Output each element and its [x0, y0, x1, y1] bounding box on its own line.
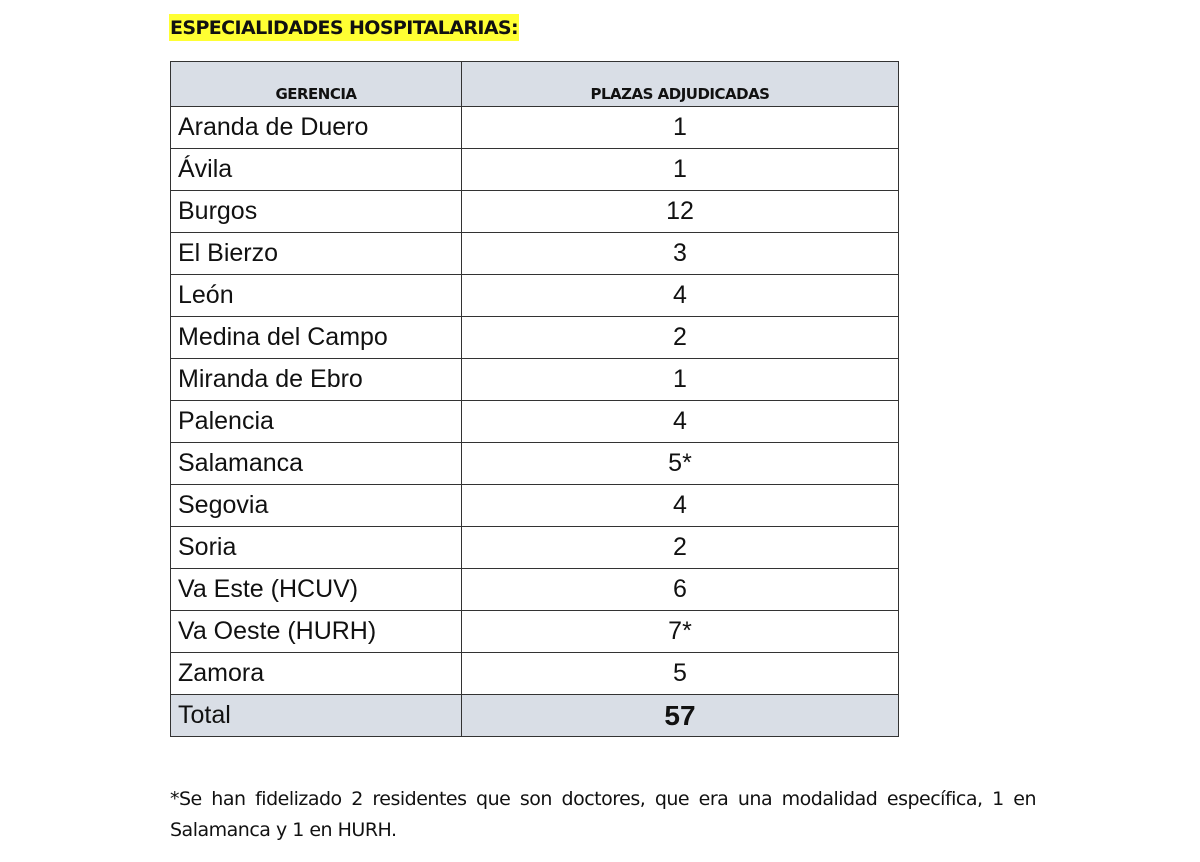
- table-row: [171, 653, 899, 695]
- gerencia-cell: Miranda de Ebro: [171, 359, 462, 401]
- plazas-cell: 6: [462, 569, 899, 611]
- table-row: [171, 107, 899, 149]
- table-header-row: [171, 62, 899, 107]
- table-row: [171, 485, 899, 527]
- table-row: [171, 569, 899, 611]
- plazas-cell: 2: [462, 317, 899, 359]
- plazas-cell: 7*: [462, 611, 899, 653]
- gerencia-cell: Soria: [171, 527, 462, 569]
- plazas-cell: 5: [462, 653, 899, 695]
- plazas-cell: 4: [462, 275, 899, 317]
- plazas-cell: 1: [462, 107, 899, 149]
- plazas-cell: 1: [462, 359, 899, 401]
- plazas-cell: 4: [462, 485, 899, 527]
- plazas-cell: 2: [462, 527, 899, 569]
- header-plazas: PLAZAS ADJUDICADAS: [462, 62, 899, 107]
- table-row: [171, 275, 899, 317]
- footnote: *Se han fidelizado 2 residentes que son doctores, que era una modalidad específica, 1 en Salamanca y 1 en HURH.: [170, 788, 1036, 841]
- table-row: [171, 317, 899, 359]
- gerencia-cell: Burgos: [171, 191, 462, 233]
- plazas-cell: 3: [462, 233, 899, 275]
- section-title: ESPECIALIDADES HOSPITALARIAS:: [169, 14, 519, 41]
- table-row: [171, 233, 899, 275]
- table-row: [171, 401, 899, 443]
- plazas-cell: 12: [462, 191, 899, 233]
- plazas-cell: 4: [462, 401, 899, 443]
- table-row: [171, 359, 899, 401]
- plazas-table: [170, 61, 899, 737]
- gerencia-cell: León: [171, 275, 462, 317]
- table-row: [171, 191, 899, 233]
- table-row: [171, 149, 899, 191]
- gerencia-cell: El Bierzo: [171, 233, 462, 275]
- gerencia-cell: Palencia: [171, 401, 462, 443]
- plazas-cell: 1: [462, 149, 899, 191]
- table-row: [171, 611, 899, 653]
- gerencia-cell: Salamanca: [171, 443, 462, 485]
- gerencia-cell: Zamora: [171, 653, 462, 695]
- gerencia-cell: Va Oeste (HURH): [171, 611, 462, 653]
- table-row: [171, 443, 899, 485]
- gerencia-cell: Medina del Campo: [171, 317, 462, 359]
- gerencia-cell: Ávila: [171, 149, 462, 191]
- table-row: [171, 527, 899, 569]
- gerencia-cell: Va Este (HCUV): [171, 569, 462, 611]
- total-label: Total: [171, 695, 462, 737]
- total-value: 57: [462, 695, 899, 737]
- total-row: [171, 695, 899, 737]
- header-gerencia: GERENCIA: [171, 62, 462, 107]
- gerencia-cell: Segovia: [171, 485, 462, 527]
- gerencia-cell: Aranda de Duero: [171, 107, 462, 149]
- plazas-cell: 5*: [462, 443, 899, 485]
